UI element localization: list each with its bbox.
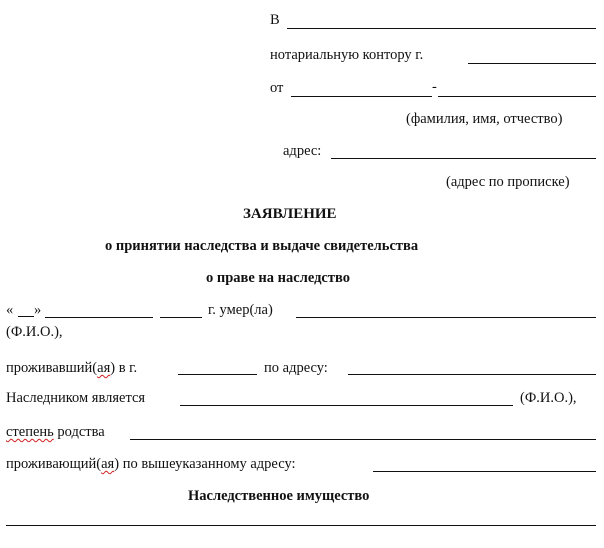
address-blank[interactable]: [331, 158, 596, 159]
document-subtitle-line1: о принятии наследства и выдаче свидетельства: [105, 238, 419, 254]
date-close-quote: »: [34, 302, 42, 318]
heir-name-blank[interactable]: [180, 405, 513, 406]
spellcheck-mark-kinship: степень: [6, 424, 54, 440]
document-subtitle-line2: о праве на наследство: [206, 270, 350, 286]
heir-fio-label: (Ф.И.О.),: [520, 390, 577, 406]
date-month-blank[interactable]: [45, 317, 153, 318]
addressee-prefix: В: [270, 12, 280, 28]
from-name-blank[interactable]: [291, 96, 432, 97]
deceased-fio-label: (Ф.И.О.),: [6, 324, 63, 340]
notary-city-blank[interactable]: [468, 63, 596, 64]
date-year-blank[interactable]: [160, 317, 202, 318]
fio-hint: (фамилия, имя, отчество): [406, 111, 563, 127]
heir-label: Наследником является: [6, 390, 146, 406]
date-day-blank[interactable]: [18, 316, 34, 317]
residence-label: проживавший(ая) в г.: [6, 360, 138, 376]
died-label: г. умер(ла): [208, 302, 273, 318]
kinship-blank[interactable]: [130, 439, 596, 440]
from-label: от: [270, 80, 284, 96]
address-label: адрес:: [283, 143, 322, 159]
spellcheck-mark: ая: [97, 360, 111, 376]
deceased-name-blank[interactable]: [296, 317, 596, 318]
from-dash: -: [432, 79, 437, 95]
estate-blank[interactable]: [6, 525, 596, 526]
estate-heading: Наследственное имущество: [188, 488, 370, 504]
notary-office-label: нотариальную контору г.: [270, 47, 424, 63]
by-address-label: по адресу:: [264, 360, 328, 376]
kinship-label: степень родства: [6, 424, 105, 440]
residence-address-blank[interactable]: [348, 374, 596, 375]
addressee-blank[interactable]: [287, 28, 596, 29]
document-title: ЗАЯВЛЕНИЕ: [243, 206, 337, 222]
heir-residence-label: проживающий(ая) по вышеуказанному адресу:: [6, 456, 296, 472]
residence-city-blank[interactable]: [178, 374, 257, 375]
from-name-blank-2[interactable]: [438, 96, 596, 97]
heir-residence-blank[interactable]: [373, 471, 596, 472]
address-hint: (адрес по прописке): [446, 174, 570, 190]
date-open-quote: «: [6, 302, 14, 318]
spellcheck-mark-living: ая: [101, 456, 115, 472]
